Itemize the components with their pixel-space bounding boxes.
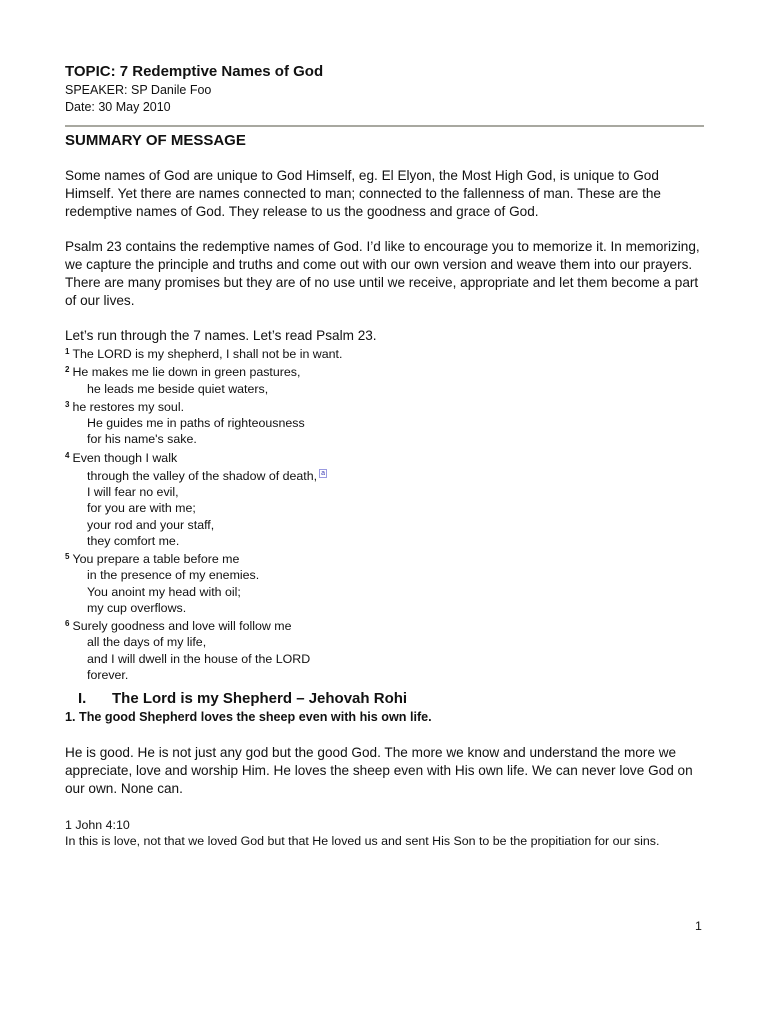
section-subheading: 1. The good Shepherd loves the sheep even with his own life.	[65, 710, 432, 724]
psalm-line	[65, 466, 342, 484]
psalm-line	[65, 397, 342, 415]
date-line: Date: 30 May 2010	[65, 100, 171, 114]
psalm-line-text: forever.	[87, 667, 129, 682]
psalm-line-text: I will fear no evil,	[87, 485, 179, 499]
psalm-line	[65, 584, 342, 600]
summary-heading: SUMMARY OF MESSAGE	[65, 132, 246, 149]
section-title: The Lord is my Shepherd – Jehovah Rohi	[112, 690, 408, 707]
psalm-line	[65, 651, 342, 667]
verse-number: 6	[65, 619, 70, 628]
psalm-23-text	[65, 344, 342, 683]
psalm-line-text: Even though I walk	[72, 450, 178, 465]
verse-number: 4	[65, 450, 70, 460]
psalm-line-text: He guides me in paths of righteousness	[87, 416, 305, 430]
verse-number: 3	[65, 399, 70, 409]
psalm-line-text: they comfort me.	[87, 533, 180, 548]
psalm-line-text: for his name's sake.	[87, 432, 197, 447]
psalm-line-text: he restores my soul.	[72, 399, 185, 414]
psalm-line-text: Surely goodness and love will follow me	[72, 619, 292, 633]
topic-title: TOPIC: 7 Redemptive Names of God	[65, 63, 324, 80]
verse-number: 5	[65, 552, 70, 561]
psalm-line	[65, 415, 342, 431]
verse-number: 2	[65, 365, 70, 375]
summary-paragraph-1: Some names of God are unique to God Himself, eg. El Elyon, the Most High God, is unique to God Himself. Yet there are names connected to man; connected to the fallenness of man. These are the redemptive names of God. They release to us the goodness and grace of God.	[65, 168, 661, 219]
psalm-line-text: He makes me lie down in green pastures,	[72, 365, 301, 380]
psalm-line-text: he leads me beside quiet waters,	[87, 381, 269, 396]
psalm-line	[65, 448, 342, 466]
scripture-quote: In this is love, not that we loved God but that He loved us and sent His Son to be the propitiation for our sins.	[65, 834, 660, 848]
psalm-line-text: You prepare a table before me	[72, 552, 240, 566]
psalm-line	[65, 344, 342, 362]
psalm-line-text: You anoint my head with oil;	[87, 584, 241, 599]
psalm-line	[65, 549, 342, 567]
psalm-line	[65, 362, 342, 380]
speaker-line: SPEAKER: SP Danile Foo	[65, 83, 212, 97]
psalm-line-text: my cup overflows.	[87, 600, 187, 615]
psalm-line	[65, 634, 342, 650]
document-header	[65, 62, 705, 116]
psalm-line-text: and I will dwell in the house of the LORD	[87, 651, 311, 666]
psalm-line	[65, 533, 342, 549]
psalm-line	[65, 567, 342, 583]
psalm-line	[65, 600, 342, 616]
section-heading	[78, 689, 407, 709]
psalm-line	[65, 667, 342, 683]
psalm-line-text: The LORD is my shepherd, I shall not be in want.	[72, 347, 343, 361]
summary-paragraph-2: Psalm 23 contains the redemptive names of God. I’d like to encourage you to memorize it. In memorizing, we capture the principle and truths and come out with our own version and weave them into our prayers. There are many promises but they are of no use until we receive, appropriate and let them become a part of our lives.	[65, 239, 700, 308]
psalm-line-text: for you are with me;	[87, 501, 196, 516]
psalm-line-text: through the valley of the shadow of death,	[87, 468, 318, 483]
psalm-line	[65, 484, 342, 500]
psalm-line	[65, 381, 342, 397]
verse-number: 1	[65, 347, 70, 356]
psalm-intro: Let’s run through the 7 names. Let’s read Psalm 23.	[65, 328, 377, 343]
section-paragraph: He is good. He is not just any god but the good God. The more we know and understand the more we appreciate, love and worship Him. He loves the sheep even with His own life. We can never love God on our own. None can.	[65, 745, 693, 796]
footnote-link[interactable]: a	[321, 469, 325, 477]
section-number: I.	[78, 690, 87, 707]
psalm-line	[65, 616, 342, 634]
psalm-line-text: all the days of my life,	[87, 635, 207, 650]
psalm-line-text: your rod and your staff,	[87, 517, 215, 532]
psalm-line	[65, 500, 342, 516]
psalm-line	[65, 517, 342, 533]
page-number: 1	[695, 919, 702, 933]
horizontal-divider	[65, 125, 704, 127]
psalm-line-text: in the presence of my enemies.	[87, 568, 260, 583]
psalm-line	[65, 431, 342, 447]
scripture-reference: 1 John 4:10	[65, 818, 130, 832]
